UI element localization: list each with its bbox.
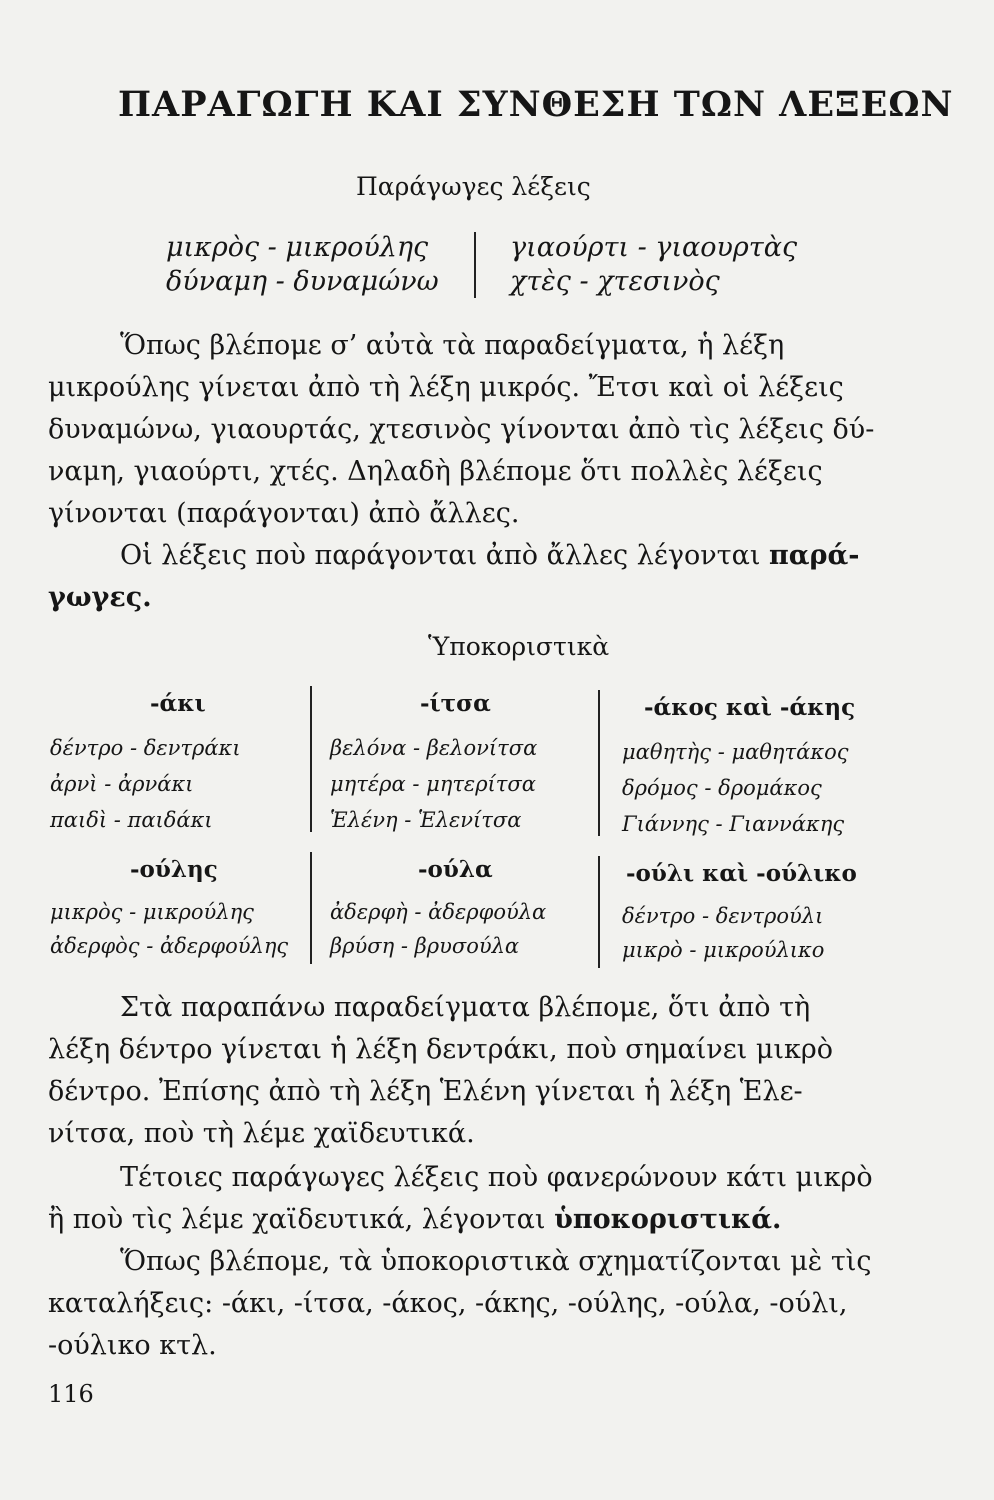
- diminutive-pair: βρύση - βρυσούλα: [330, 934, 520, 958]
- diminutive-pair: παιδὶ - παιδάκι: [50, 808, 213, 832]
- suffix-label: -ούλι καὶ -ούλικο: [626, 860, 857, 887]
- diminutive-pair: μητέρα - μητερίτσα: [330, 772, 536, 796]
- diminutive-pair: μικρὸς - μικρούλης: [50, 900, 254, 924]
- paragraph-line: Τέτοιες παράγωγες λέξεις ποὺ φανερώνουν κάτι μικρὸ: [120, 1162, 873, 1193]
- definition-term: παρά-: [769, 540, 860, 571]
- column-divider: [474, 232, 476, 298]
- section-heading-derivatives: Παράγωγες λέξεις: [356, 172, 591, 201]
- paragraph-line: μικρούλης γίνεται ἀπὸ τὴ λέξη μικρός. Ἔτσι καὶ οἱ λέξεις: [48, 372, 844, 403]
- diminutive-pair: μαθητὴς - μαθητάκος: [622, 740, 849, 764]
- paragraph-line: [48, 1204, 781, 1235]
- diminutive-pair: δέντρο - δεντράκι: [50, 736, 241, 760]
- paragraph-line: -ούλικο κτλ.: [48, 1330, 217, 1361]
- paragraph-line: γίνονται (παράγονται) ἀπὸ ἄλλες.: [48, 498, 520, 529]
- diminutive-pair: ἀδερφὸς - ἀδερφούλης: [50, 934, 289, 958]
- definition-term: ὑποκοριστικά.: [554, 1204, 782, 1235]
- definition-term: γωγες.: [48, 582, 152, 613]
- suffix-label: -ούλης: [130, 856, 218, 883]
- suffix-label: -ούλα: [418, 856, 493, 883]
- diminutive-pair: ἀδερφὴ - ἀδερφούλα: [330, 900, 547, 924]
- column-divider: [598, 856, 600, 968]
- definition-line: [48, 582, 152, 613]
- diminutive-pair: Ἑλένη - Ἑλενίτσα: [330, 808, 522, 832]
- suffix-label: -ίτσα: [420, 690, 491, 717]
- column-divider: [310, 686, 312, 832]
- suffix-label: -άκος καὶ -άκης: [644, 694, 856, 721]
- paragraph-line: Ὅπως βλέπομε σ’ αὐτὰ τὰ παραδείγματα, ἡ λέξη: [120, 330, 785, 361]
- section-heading-diminutives: Ὑποκοριστικὰ: [428, 632, 610, 661]
- paragraph-line: καταλήξεις: -άκι, -ίτσα, -άκος, -άκης, -ούλης, -ούλα, -ούλι,: [48, 1288, 848, 1319]
- suffix-label: -άκι: [150, 690, 206, 717]
- paragraph-line: δέντρο. Ἐπίσης ἀπὸ τὴ λέξη Ἑλένη γίνεται ἡ λέξη Ἑλε-: [48, 1076, 803, 1107]
- example-pair: μικρὸς - μικρούλης: [166, 232, 429, 263]
- diminutive-pair: δρόμος - δρομάκος: [622, 776, 822, 800]
- diminutive-pair: Γιάννης - Γιαννάκης: [622, 812, 845, 836]
- example-pair: δύναμη - δυναμώνω: [166, 266, 439, 297]
- page-number: 116: [48, 1380, 94, 1408]
- paragraph-line: νίτσα, ποὺ τὴ λέμε χαϊδευτικά.: [48, 1118, 475, 1149]
- diminutive-pair: ἀρνὶ - ἀρνάκι: [50, 772, 194, 796]
- definition-line: [120, 540, 859, 571]
- paragraph-line: λέξη δέντρο γίνεται ἡ λέξη δεντράκι, ποὺ σημαίνει μικρὸ: [48, 1034, 833, 1065]
- column-divider: [598, 690, 600, 836]
- diminutive-pair: δέντρο - δεντρούλι: [622, 904, 824, 928]
- diminutive-pair: βελόνα - βελονίτσα: [330, 736, 538, 760]
- example-pair: χτὲς - χτεσινὸς: [510, 266, 720, 297]
- paragraph-line: Ὅπως βλέπομε, τὰ ὑποκοριστικὰ σχηματίζονται μὲ τὶς: [120, 1246, 872, 1277]
- definition-text: Οἱ λέξεις ποὺ παράγονται ἀπὸ ἄλλες λέγονται: [120, 540, 761, 571]
- paragraph-line: ναμη, γιαούρτι, χτές. Δηλαδὴ βλέπομε ὅτι πολλὲς λέξεις: [48, 456, 823, 487]
- paragraph-text: ἢ ποὺ τὶς λέμε χαϊδευτικά, λέγονται: [48, 1204, 546, 1235]
- paragraph-line: Στὰ παραπάνω παραδείγματα βλέπομε, ὅτι ἀπὸ τὴ: [120, 992, 811, 1023]
- paragraph-line: δυναμώνω, γιαουρτάς, χτεσινὸς γίνονται ἀπὸ τὶς λέξεις δύ-: [48, 414, 875, 445]
- column-divider: [310, 852, 312, 964]
- diminutive-pair: μικρὸ - μικρούλικο: [622, 938, 825, 962]
- page-title: ΠΑΡΑΓΩΓΗ ΚΑΙ ΣΥΝΘΕΣΗ ΤΩΝ ΛΕΞΕΩΝ: [118, 84, 954, 125]
- example-pair: γιαούρτι - γιαουρτὰς: [510, 232, 798, 263]
